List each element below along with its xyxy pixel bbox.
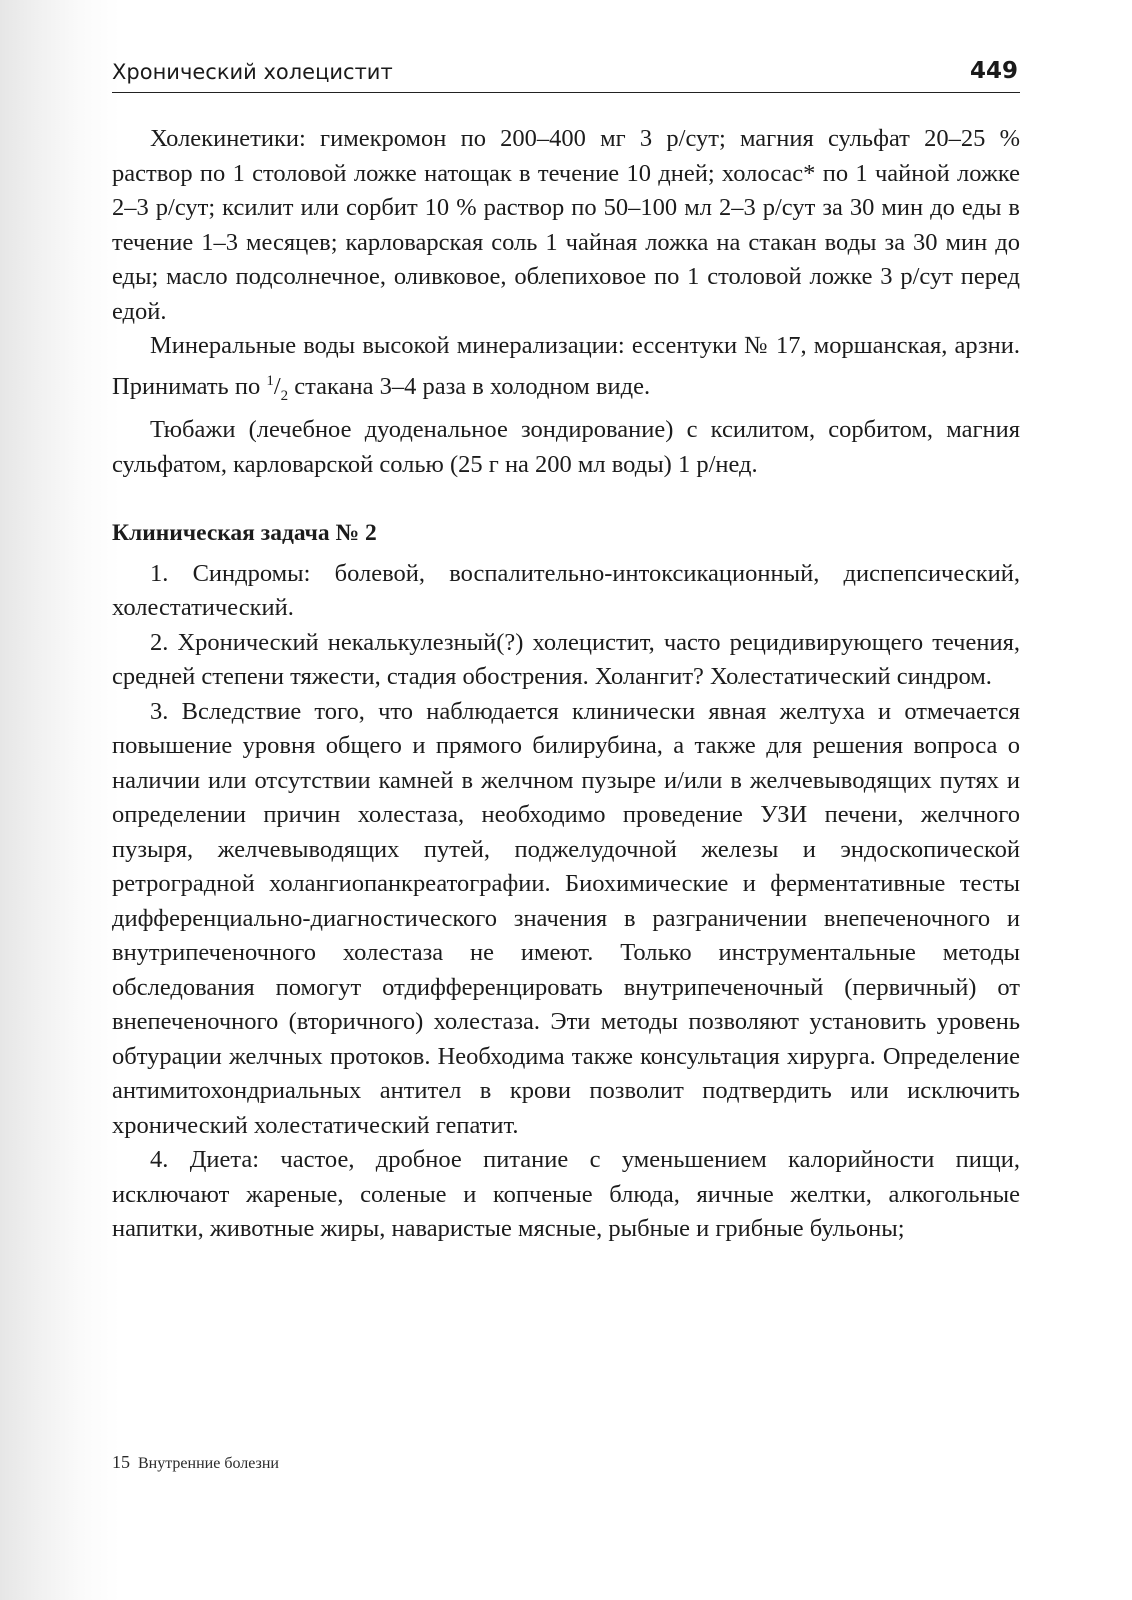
paragraph-cholekinetics: Холекинетики: гимекромон по 200–400 мг 3 р/сут; магния сульфат 20–25 % раствор по 1 столовой ложке натощак в течение 10 дней; холосас* по 1 чайной ложке 2–3 р/сут; ксилит или сорбит 10 % раствор по 50–100 мл 2–3 р/сут за 30 мин до еды в течение 1–3 месяцев; карловарская соль 1 чайная ложка на стакан воды за 30 мин до еды; масло подсолнечное, оливковое, облепиховое по 1 столовой ложке 3 р/сут перед едой. [112,125,1020,325]
list-item-3: 3. Вследствие того, что наблюдается клинически явная желтуха и отмечается повышение уровня общего и прямого билирубина, а также для решения вопроса о наличии или отсутствии камней в желчном пузыре и/или в желчевыводящих путях и определении причин холестаза, необходимо проведение УЗИ печени, желчного пузыря, желчевыводящих путей, поджелудочной железы и эндоскопической ретроградной холангиопанкреатографии. Биохимические и ферментативные тесты дифференциально-диагностического значения в разграничении внепеченочного и внутрипеченочного холестаза не имеют. Только инструментальные методы обследования помогут отдифференцировать внутрипеченочный (первичный) от внепеченочного (вторичного) холестаза. Эти методы позволяют установить уровень обтурации желчных протоков. Необходима также консультация хирурга. Определение антимитохондриальных антител в крови позволит подтвердить или исключить хронический холестатический гепатит. [112,697,1020,1139]
signature-number: 15 [112,1452,130,1472]
fraction-numerator: 1 [266,372,274,389]
list-item-2: 2. Хронический некалькулезный(?) холецистит, часто рецидивирующего течения, средней степени тяжести, стадия обострения. Холангит? Холестатический синдром. [112,628,1020,691]
mineral-waters-text-start: Минеральные воды высокой минерализации: ессентуки № 17, моршанская, арзни. Принимать по [112,332,1020,400]
paragraph-tubage: Тюбажи (лечебное дуоденальное зондирование) с ксилитом, сорбитом, магния сульфатом, карловарской солью (25 г на 200 мл воды) 1 р/нед. [112,416,1020,478]
list-item-4: 4. Диета: частое, дробное питание с уменьшением калорийности пищи, исключают жареные, соленые и копченые блюда, яичные желтки, алкогольные напитки, животные жиры, наваристые мясные, рыбные и грибные бульоны; [112,1146,1020,1243]
footer-signature [112,1452,279,1473]
section-heading: Клиническая задача № 2 [112,520,377,547]
body-text [112,122,1020,1247]
book-title: Внутренние болезни [138,1455,279,1472]
mineral-waters-text-end: стакана 3–4 раза в холодном виде. [288,372,651,400]
fraction-denominator: 2 [280,387,289,404]
page-number: 449 [969,58,1018,84]
list-item-1: 1. Синдромы: болевой, воспалительно-интоксикационный, диспепсический, холестатический. [112,559,1020,622]
paragraph-mineral-waters [112,329,1020,413]
fraction-one-half: $^1/_2$ [266,372,289,404]
running-title: Хронический холецистит [112,60,393,84]
running-head [112,58,1020,93]
